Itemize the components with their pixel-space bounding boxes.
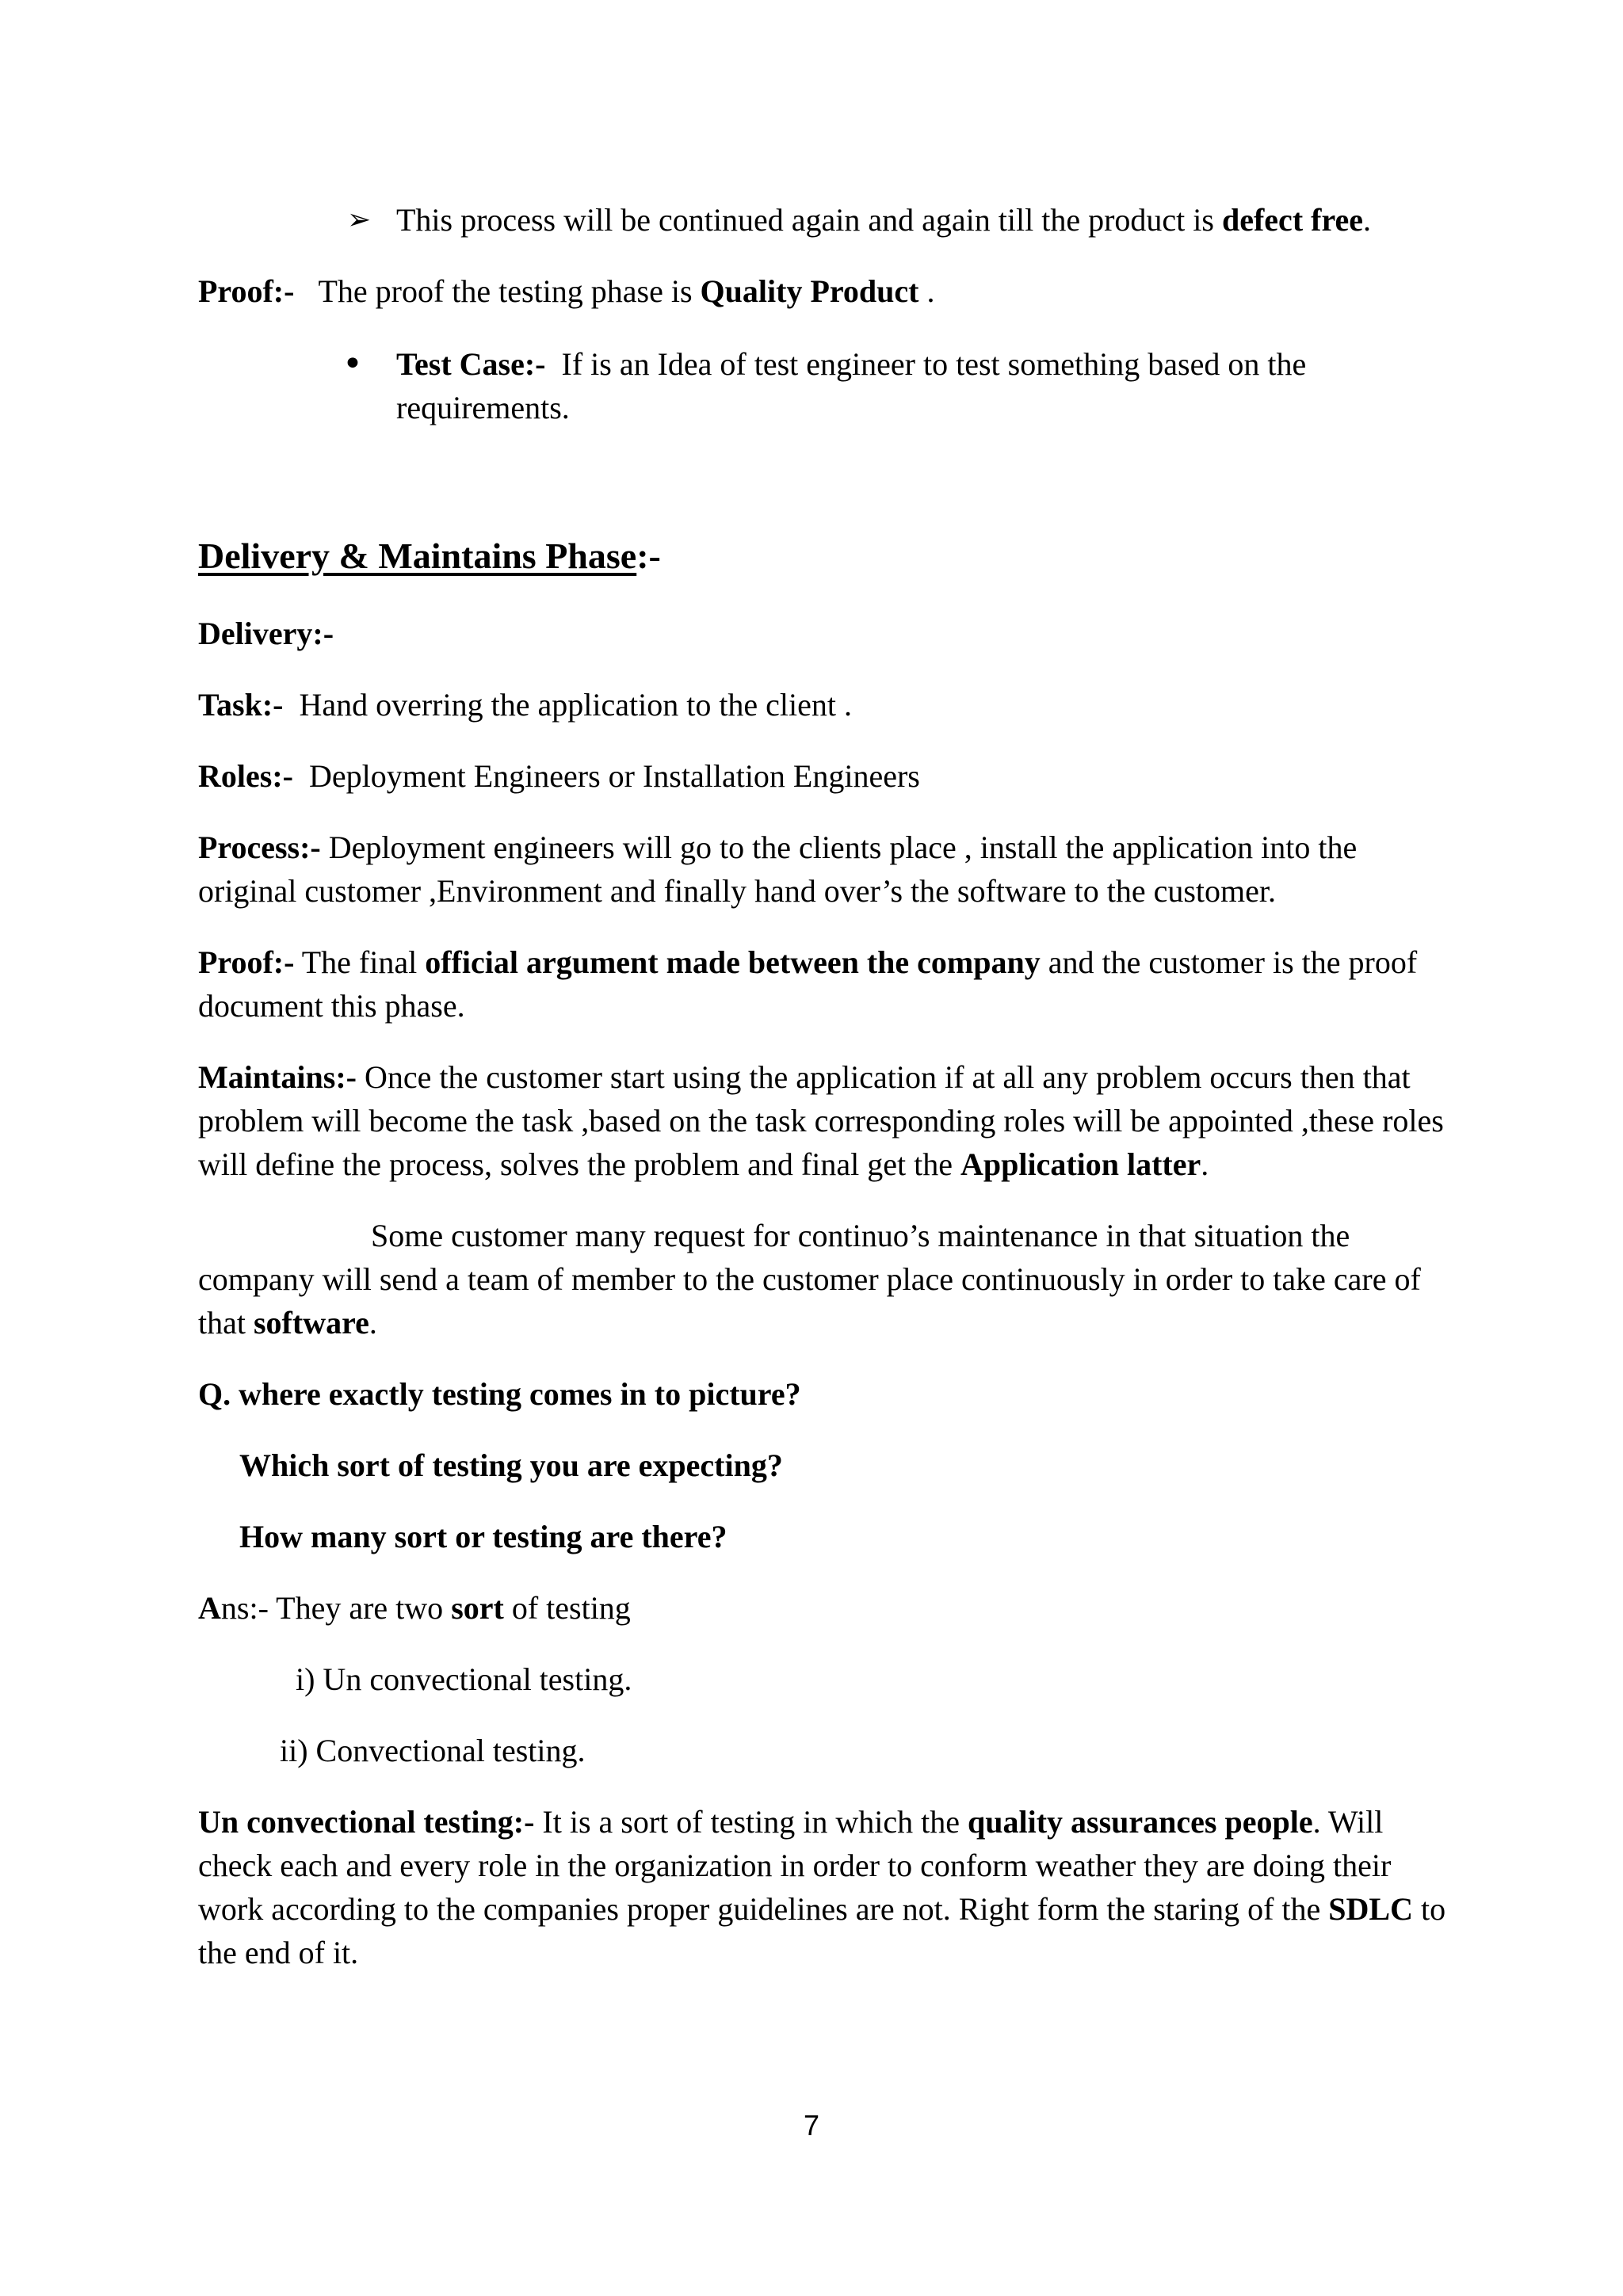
- task-line: Task:- Hand overring the application to the client .: [198, 687, 853, 723]
- page-number: 7: [803, 2109, 820, 2142]
- question-2: Which sort of testing you are expecting?: [239, 1447, 783, 1483]
- bullet-dot-icon: •: [342, 344, 363, 384]
- question-1: Q. where exactly testing comes in to picture?: [198, 1376, 801, 1412]
- test-case-line-2: requirements.: [396, 390, 570, 425]
- maintains-paragraph: Maintains:- Once the customer start using the application if at all any problem occurs then that problem will become the task ,based on the task corresponding roles will be appointed ,these roles will define the process, solves the problem and final get the Application latter.: [198, 1059, 1444, 1182]
- roles-line: Roles:- Deployment Engineers or Installation Engineers: [198, 758, 920, 794]
- proof-line: Proof:- The proof the testing phase is Quality Product .: [198, 273, 935, 309]
- arrow-bullet-icon: ➢: [347, 204, 372, 236]
- arrow-list-item: This process will be continued again and again till the product is defect free.: [396, 202, 1371, 238]
- answer-line: Ans:- They are two sort of testing: [198, 1590, 631, 1626]
- answer-item-1: i) Un convectional testing.: [296, 1661, 632, 1697]
- maintenance-paragraph: Some customer many request for continuo’s maintenance in that situation the company will send a team of member to the customer place continuously in order to take care of that software.: [198, 1218, 1421, 1341]
- process-paragraph: Process:- Deployment engineers will go to the clients place , install the application into the original customer ,Environment and finally hand over’s the software to the customer.: [198, 830, 1358, 909]
- unconventional-testing-paragraph: Un convectional testing:- It is a sort of testing in which the quality assurances people. Will check each and every role in the organization in order to conform weather they are doing their work according to the companies proper guidelines are not. Right form the staring of the SDLC to the end of it.: [198, 1804, 1446, 1970]
- section-heading: Delivery & Maintains Phase:-: [198, 536, 661, 576]
- answer-item-2: ii) Convectional testing.: [280, 1733, 586, 1768]
- delivery-proof-paragraph: Proof:- The final official argument made between the company and the customer is the proof document this phase.: [198, 944, 1418, 1024]
- delivery-heading: Delivery:-: [198, 616, 334, 651]
- question-3: How many sort or testing are there?: [239, 1519, 727, 1554]
- test-case-line-1: Test Case:- If is an Idea of test engineer to test something based on the: [396, 346, 1307, 382]
